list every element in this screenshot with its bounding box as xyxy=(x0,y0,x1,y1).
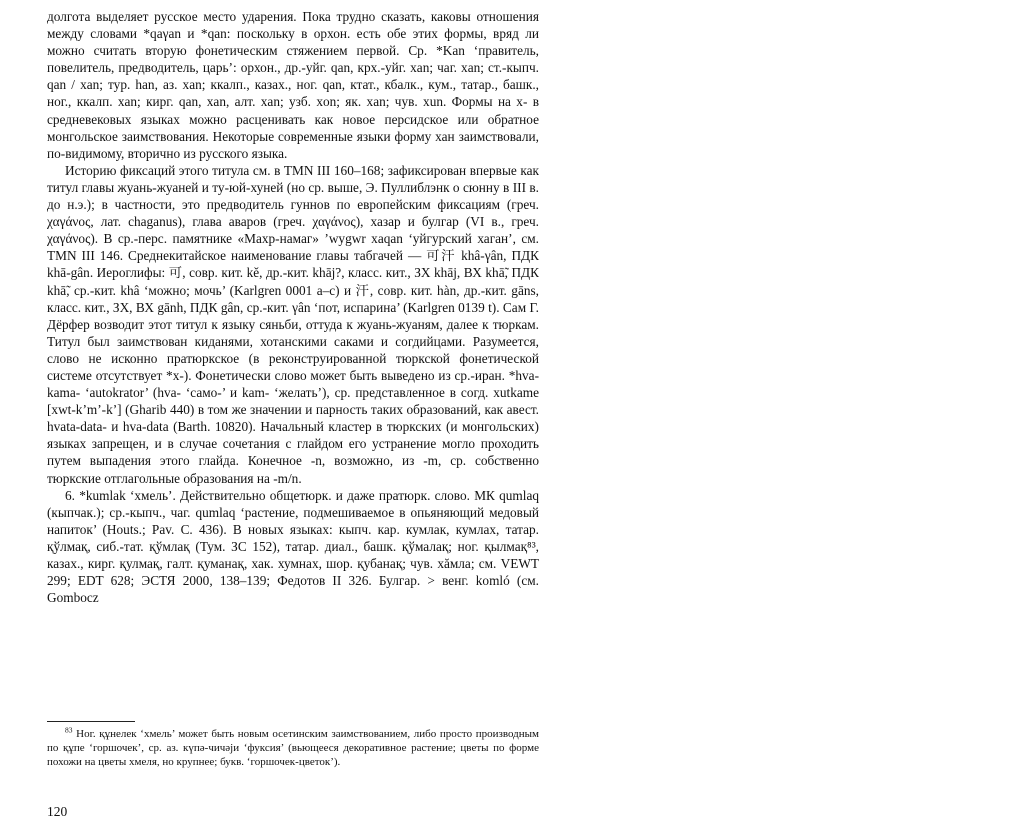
footnote-83 xyxy=(47,727,539,770)
main-text xyxy=(47,8,539,606)
footnote-text: Ног. құнелек ‘хмель’ может быть новым осетинским заимствованием, либо просто производным по құпе ‘горшочек’, ср. аз. күпә-чичәји ‘фуксия’ (вьющееся декоративное растение; цветы по форме похожи на цветы хмеля, но крупнее; букв. ‘горшочек-цветок’). xyxy=(47,728,539,769)
footnote-marker: 83 xyxy=(65,725,73,735)
footnote-divider xyxy=(47,721,135,722)
paragraph-1: долгота выделяет русское место ударения. Пока трудно сказать, каковы отношения между словами *qaγan и *qan: поскольку в орхон. есть обе этих формы, вряд ли можно считать вторую фонетическим стяжением первой. Ср. *Kan ‘правитель, повелитель, предводитель, царь’: орхон., др.-уйг. qan, крх.-уйг. xan; чаг. xan; ст.-кыпч. qan / xan; тур. han, аз. xan; ккалп., казах., ног. qan, ктат., кбалк., кум., татар., башк., ног., ккалп. xan; кирг. qan, xan, алт. xan; узб. xon; як. xan; чув. xun. Формы на x- в средневековых языках можно расценивать как новое персидское или обратное монгольское заимствования. Некоторые современные языки форму хан заимствовали, по-видимому, вторично из русского языка. xyxy=(47,9,539,161)
footnotes xyxy=(47,727,539,770)
page-number: 120 xyxy=(47,804,68,819)
paragraph-2: Историю фиксаций этого титула см. в TMN III 160–168; зафиксирован впервые как титул главы жуань-жуаней и ту-юй-хуней (но ср. выше, Э. Пуллиблэнк о сюнну в III в. до н.э.); в частности, это предводитель гуннов по европейским фиксациям (греч. χαγάνος, лат. chaganus), глава аваров (греч. χαγάνος), хазар и булгар (VI в., греч. χαγάνος). В ср.-перс. памятнике «Махр-намаг» ’wygwr xaqan ‘уйгурский хаган’, см. TMN III 146. Среднекитайское наименование главы табгачей — 可汗 khâ-γân, ПДК khā-gân. Иероглифы: 可, совр. кит. kě, др.-кит. khāj?, класс. кит., ЗХ khāj, ВХ khā̃, ПДК khā̃, ср.-кит. khâ ‘можно; мочь’ (Karlgren 0001 a–c) и 汗, совр. кит. hàn, др.-кит. gāns, класс. кит., ЗХ, ВХ gānh, ПДК gân, ср.-кит. γân ‘пот, испарина’ (Karlgren 0139 t). Сам Г. Дёрфер возводит этот титул к языку сяньби, оттуда к жуань-жуаням, далее к тюркам. Титул был заимствован киданями, хотанскими саками и согдийцами. Разумеется, слово не исконно пратюркское (в реконструированной тюркской фонетической системе отсутствует *x-). Фонетически слово может быть выведено из ср.-иран. *hva-kama- ‘autokrator’ (hva- ‘само-’ и kam- ‘желать’), ср. представленное в согд. xutkame [xwt-k’m’-k’] (Gharib 440) в том же значении и парность таких образований, как авест. hvata-data- и hva-data (Barth. 10820). Начальный кластер в тюркских (и монгольских) языках запрещен, и в случае сочетания с глайдом его устранение могло проходить путем выпадения этого глайда. Конечное -n, возможно, из -m, ср. собственно тюркские отглагольные образования на -m/n. xyxy=(47,162,539,486)
page-body xyxy=(47,8,539,606)
paragraph-3: 6. *kumlak ‘хмель’. Действительно общетюрк. и даже пратюрк. слово. МК qumlaq (кыпчак.); ср.-кыпч., чаг. qumlaq ‘растение, подмешиваемое в опьяняющий медовый напиток’ (Houts.; Pav. C. 436). В новых языках: кыпч. кар. кумлак, кумлах, татар. қўлмақ, сиб.-тат. қўмлақ (Тум. ЗС 152), татар. диал., башк. қўмалақ; ног. қылмақ⁸³, казах., кирг. қулмақ, галт. қуманақ, хак. хумнах, шор. қубанақ; чув. хăмла; см. VEWT 299; EDT 628; ЭСТЯ 2000, 138–139; Федотов II 326. Булгар. > венг. komló (см. Gombocz xyxy=(47,487,539,606)
